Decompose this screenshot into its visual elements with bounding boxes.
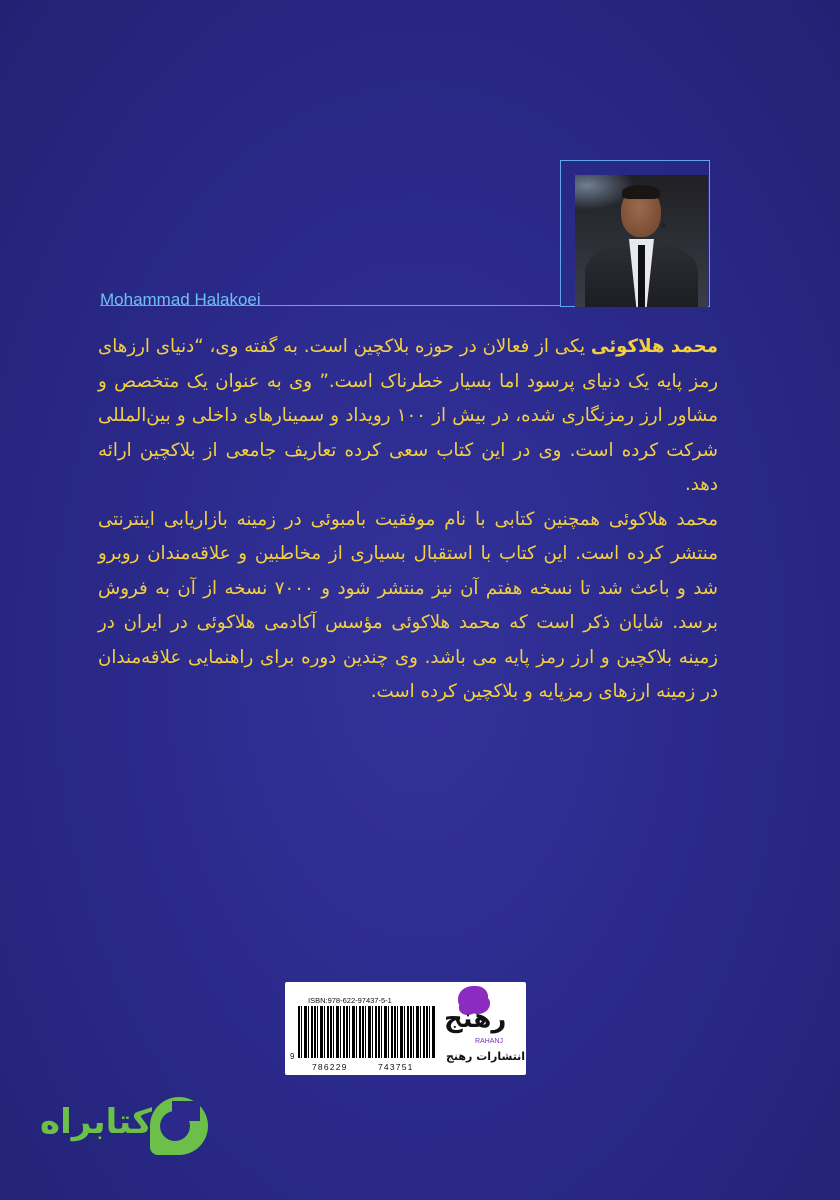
bio-paragraph-1	[98, 330, 718, 503]
headset-mic	[661, 223, 666, 228]
logo-cutout-top	[172, 1101, 200, 1121]
tie	[638, 245, 645, 307]
ketabrah-logo-icon	[150, 1097, 208, 1155]
isbn-label: ISBN:978-622-97437-5-1	[308, 996, 392, 1005]
bio-paragraph-1-text: یکی از فعالان در حوزه بلاکچین است. به گفته وی، “دنیای ارزهای رمز پایه یک دنیای پرسود اما بسیار خطرناک است.” وی به عنوان یک متخصص و مشاور ارز رمزنگاری شده، در بیش از ۱۰۰ رویداد و سمینارهای داخلی و بین‌المللی شرکت کرده است. وی در این کتاب سعی کرده تعاریف جامعی از بلاکچین ارائه دهد.	[98, 336, 718, 495]
bio-author-name: محمد هلاکوئی	[590, 336, 719, 357]
barcode-digits-right: 743751	[378, 1062, 414, 1072]
barcode-digits-left: 786229	[312, 1062, 348, 1072]
barcode-bars	[298, 1006, 436, 1058]
bio-paragraph-2: محمد هلاکوئی همچنین کتابی با نام موفقیت بامبوئی در زمینه بازاریابی اینترنتی منتشر کرده است. این کتاب با استقبال بسیاری از مخاطبین و علاقه‌مندان روبرو شد و باعث شد تا نسخه هفتم آن نیز منتشر شود و ۷۰۰۰ نسخه از آن به فروش برسد. شایان ذکر است که محمد هلاکوئی مؤسس آکادمی هلاکوئی در ایران در زمینه بلاکچین و ارز رمز پایه می باشد. وی چندین دوره برای راهنمایی علاقه‌مندان در زمینه ارزهای رمزپایه و بلاکچین کرده است.	[98, 508, 718, 702]
barcode-lead-digit: 9	[290, 1052, 295, 1061]
publisher-logo-latin: RAHANJ	[475, 1038, 504, 1045]
publisher-caption: انتشارات رهنج	[446, 1050, 526, 1063]
hair	[622, 185, 660, 199]
frame-line-vertical	[560, 160, 561, 306]
publisher-logo: رهنج	[444, 1004, 507, 1034]
author-photo	[575, 175, 708, 307]
ketabrah-wordmark: کتابراه	[40, 1102, 153, 1142]
author-bio	[98, 330, 718, 710]
author-name-latin: Mohammad Halakoei	[100, 290, 261, 309]
